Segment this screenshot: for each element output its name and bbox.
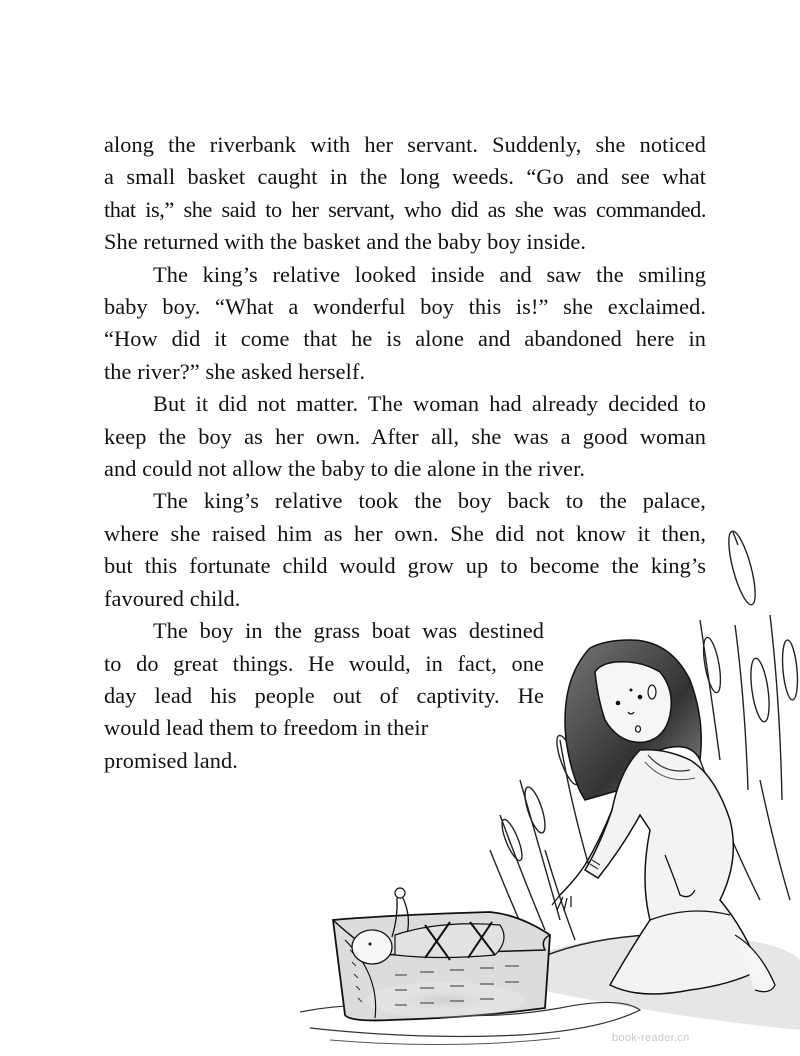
- text-line: to do great things. He would, in fact, one: [104, 650, 544, 676]
- basket-with-baby-icon: [333, 888, 550, 1020]
- text-line: But it did not matter. The woman had already decided to: [153, 391, 706, 417]
- paragraph-2: [104, 259, 706, 389]
- text-line: would lead them to freedom in their: [104, 715, 429, 741]
- text-line: She returned with the basket and the baby boy inside.: [104, 229, 587, 255]
- text-line: The king’s relative looked inside and saw the smiling: [153, 261, 706, 287]
- text-line: baby boy. “What a wonderful boy this is!” she exclaimed.: [104, 294, 706, 320]
- text-line: favoured child.: [104, 585, 241, 611]
- text-line: The king’s relative took the boy back to the palace,: [153, 488, 706, 514]
- text-line: promised land.: [104, 747, 238, 773]
- paragraph-1: [104, 129, 706, 259]
- paragraph-3: [104, 388, 706, 485]
- text-line: day lead his people out of captivity. He: [104, 682, 544, 708]
- text-line: a small basket caught in the long weeds. “Go and see what: [104, 164, 706, 190]
- text-line: where she raised him as her own. She did not know it then,: [104, 520, 706, 546]
- text-line: and could not allow the baby to die alone in the river.: [104, 456, 586, 482]
- story-illustration: [280, 520, 800, 1056]
- text-line: that is,” she said to her servant, who did as she was commanded.: [104, 196, 706, 222]
- watermark: book-reader.cn: [612, 1032, 690, 1044]
- text-line: the river?” she asked herself.: [104, 358, 366, 384]
- text-line: “How did it come that he is alone and abandoned here in: [104, 326, 706, 352]
- text-line: keep the boy as her own. After all, she was a good woman: [104, 423, 706, 449]
- woman-figure-icon: [552, 640, 775, 994]
- text-line: along the riverbank with her servant. Suddenly, she noticed: [104, 132, 706, 157]
- text-line: but this fortunate child would grow up to become the king’s: [104, 553, 706, 579]
- text-line: The boy in the grass boat was destined: [153, 618, 544, 644]
